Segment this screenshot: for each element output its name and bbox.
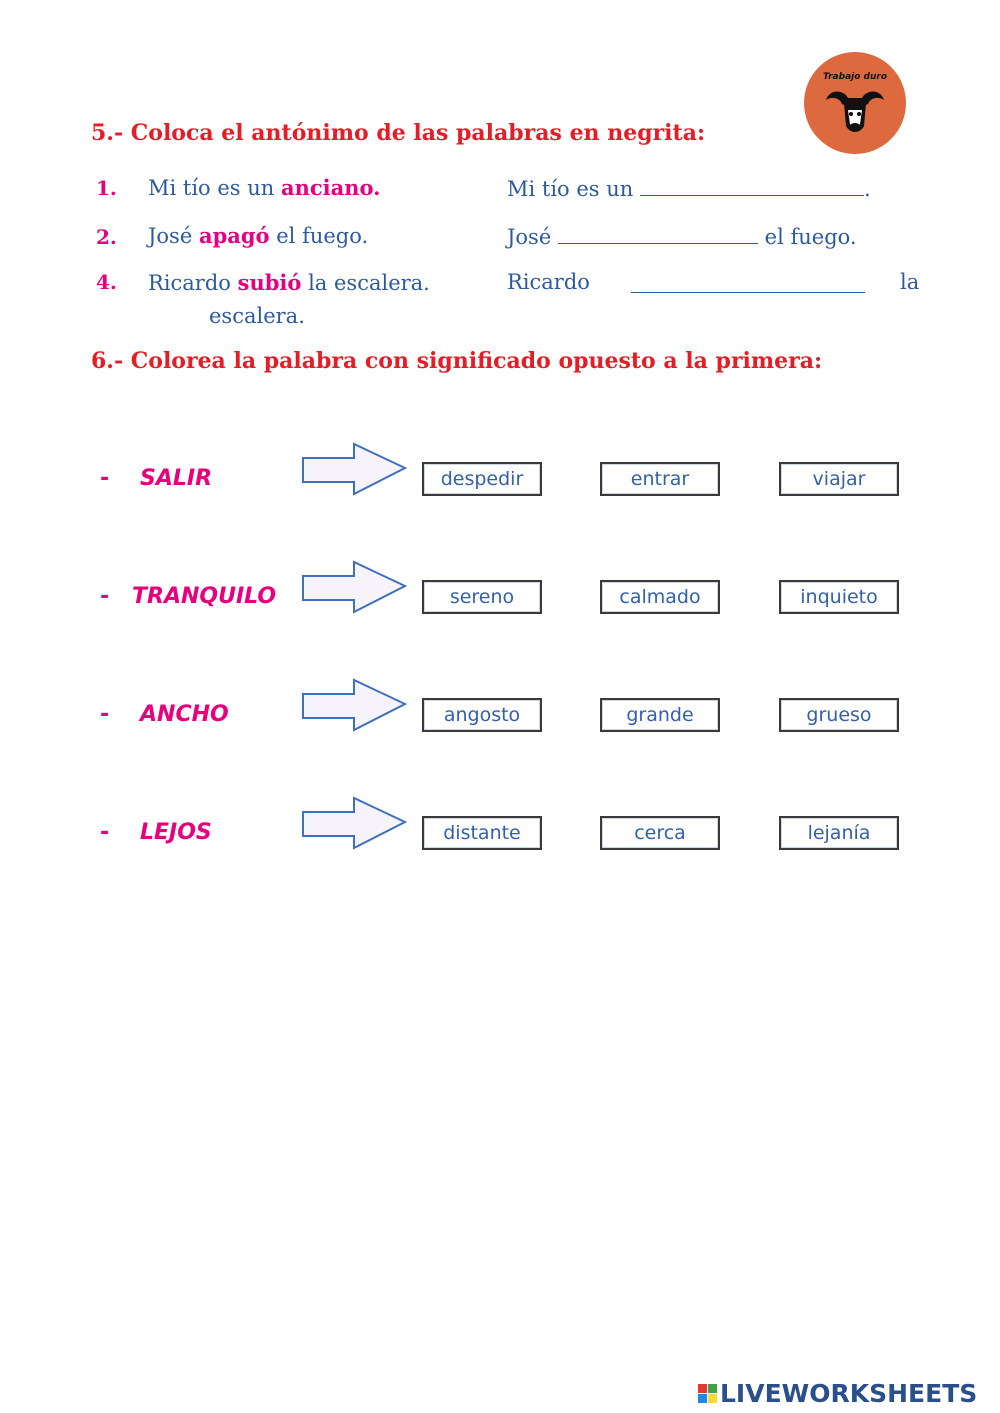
answer-line <box>507 223 857 249</box>
target-word: LEJOS <box>140 820 212 845</box>
bullet-dash: - <box>100 584 110 609</box>
answer-suffix: . <box>864 177 871 201</box>
item-sentence <box>148 223 368 248</box>
item-number: 4. <box>96 270 117 294</box>
logo-text: Trabajo duro <box>822 72 888 82</box>
option-box[interactable]: sereno <box>422 580 542 614</box>
target-word: SALIR <box>140 466 213 491</box>
answer-continuation: escalera. <box>209 304 305 328</box>
item-sentence <box>148 270 430 295</box>
arrow-right-icon <box>302 678 408 732</box>
answer-suffix: el fuego. <box>764 225 857 249</box>
target-word: TRANQUILO <box>132 584 277 609</box>
item-number: 1. <box>96 176 117 200</box>
option-box[interactable]: inquieto <box>779 580 899 614</box>
buffalo-icon <box>804 52 906 154</box>
sentence-text: José <box>148 224 193 248</box>
option-box[interactable]: grande <box>600 698 720 732</box>
target-word: ANCHO <box>140 702 229 727</box>
answer-line <box>507 175 871 201</box>
bullet-dash: - <box>100 702 110 727</box>
answer-suffix: la <box>900 270 920 294</box>
sentence-text: la escalera. <box>308 271 430 295</box>
liveworksheets-brand <box>698 1375 977 1411</box>
answer-prefix: José <box>507 225 552 249</box>
brand-text: LIVEWORKSHEETS <box>720 1378 978 1408</box>
item-number: 2. <box>96 225 117 249</box>
option-box[interactable]: lejanía <box>779 816 899 850</box>
logo-badge <box>804 52 906 154</box>
answer-blank[interactable] <box>640 175 864 196</box>
answer-prefix: Mi tío es un <box>507 177 634 201</box>
option-box[interactable]: viajar <box>779 462 899 496</box>
option-box[interactable]: grueso <box>779 698 899 732</box>
option-box[interactable]: cerca <box>600 816 720 850</box>
arrow-right-icon <box>302 442 408 496</box>
item-sentence <box>148 175 380 200</box>
option-box[interactable]: angosto <box>422 698 542 732</box>
exercise-5-title: 5.- Coloca el antónimo de las palabras en negrita: <box>91 120 706 146</box>
brand-logo-icon <box>698 1384 717 1403</box>
bullet-dash: - <box>100 466 110 491</box>
bold-word: anciano. <box>281 175 381 200</box>
option-box[interactable]: entrar <box>600 462 720 496</box>
sentence-text: el fuego. <box>276 224 369 248</box>
sentence-text: Mi tío es un <box>148 176 275 200</box>
bold-word: apagó <box>198 223 270 248</box>
option-box[interactable]: calmado <box>600 580 720 614</box>
answer-blank[interactable] <box>558 223 758 244</box>
answer-blank[interactable] <box>631 272 865 293</box>
answer-prefix: Ricardo <box>507 270 590 294</box>
exercise-6-title: 6.- Colorea la palabra con significado opuesto a la primera: <box>91 348 823 374</box>
arrow-right-icon <box>302 796 408 850</box>
option-box[interactable]: distante <box>422 816 542 850</box>
bullet-dash: - <box>100 820 110 845</box>
arrow-right-icon <box>302 560 408 614</box>
option-box[interactable]: despedir <box>422 462 542 496</box>
sentence-text: Ricardo <box>148 271 231 295</box>
bold-word: subió <box>237 270 302 295</box>
